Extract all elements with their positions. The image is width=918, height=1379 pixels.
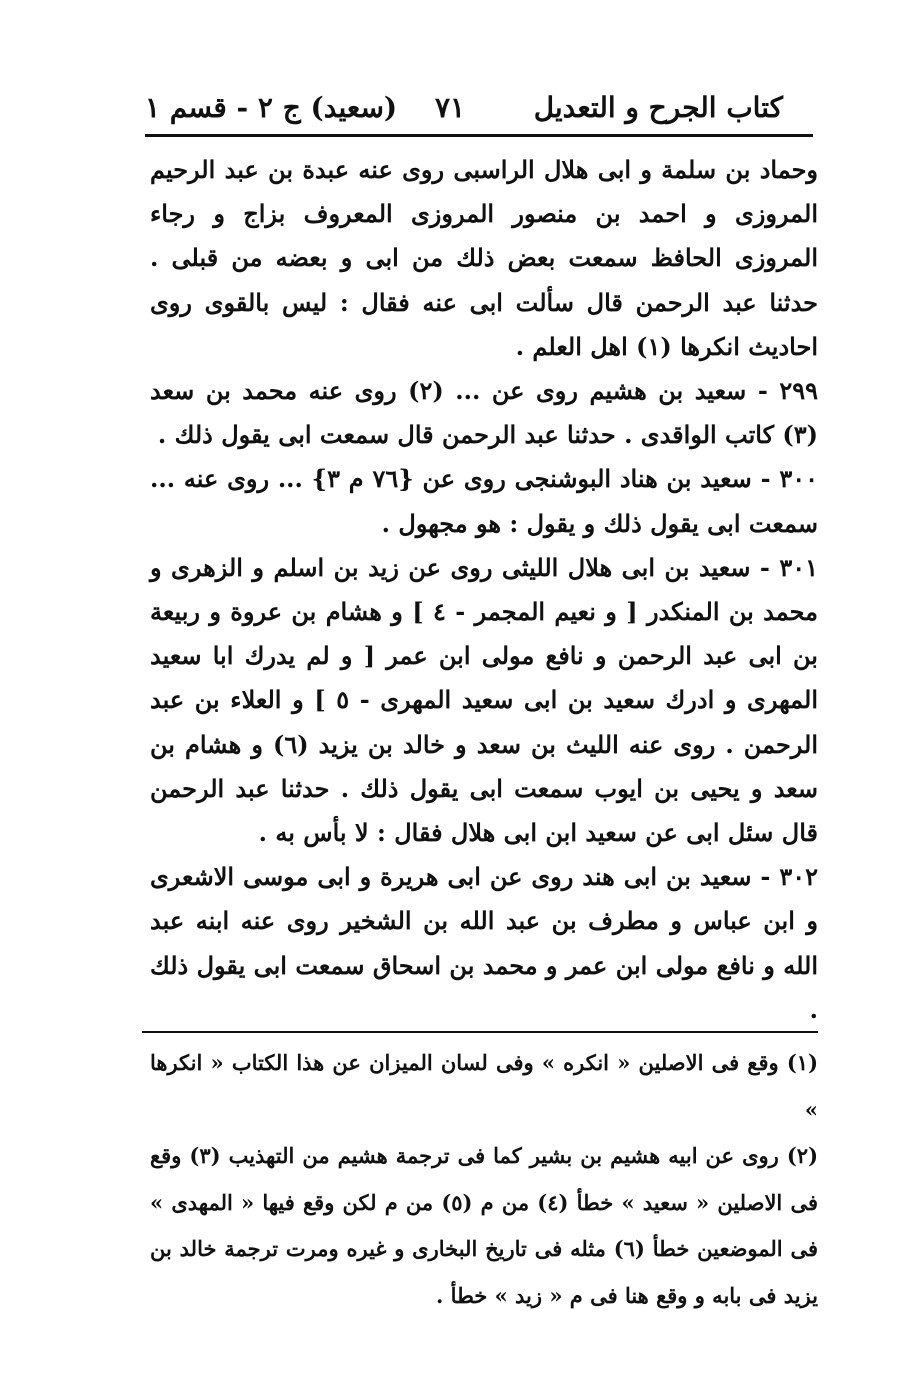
- footnote-1: (١) وقع فى الاصلين « انكره » وفى لسان الميزان عن هذا الكتاب « انكرها »: [150, 1050, 818, 1122]
- page-number: ٧١: [435, 91, 466, 124]
- running-header: [145, 78, 783, 124]
- paragraph-continuation: وحماد بن سلمة و ابى هلال الراسبى روى عنه عبدة بن عبد الرحيم المروزى و احمد بن منصور المروزى المعروف بزاج و رجاء المروزى الحافظ سمعت بعض ذلك من ابى و بعضه من قبلى . حدثنا عبد الرحمن قال سألت ابى عنه فقال : ليس بالقوى روى احاديث انكرها (١) اهل العلم .: [150, 155, 818, 361]
- footnote-rule: [142, 1031, 818, 1033]
- header-rule: [145, 134, 813, 137]
- entry-302: ٣٠٢ - سعيد بن ابى هند روى عن ابى هريرة و ابى موسى الاشعرى و ابن عباس و مطرف بن عبد الله بن الشخير روى عنه ابنه عبد الله و نافع مولى ابن عمر و محمد بن اسحاق سمعت ابى يقول ذلك .: [150, 862, 818, 1024]
- entry-299: ٢٩٩ - سعيد بن هشيم روى عن ... (٢) روى عنه محمد بن سعد (٣) كاتب الواقدى . حدثنا عبد الرحمن قال سمعت ابى يقول ذلك .: [150, 376, 818, 450]
- main-text: [150, 148, 818, 1032]
- entry-301: ٣٠١ - سعيد بن ابى هلال الليثى روى عن زيد بن اسلم و الزهرى و محمد بن المنكدر [ و نعيم المجمر - ٤ ] و هشام بن عروة و ربيعة بن ابى عبد الرحمن و نافع مولى ابن عمر [ و لم يدرك ابا سعيد المهرى و ادرك سعيد بن ابى سعيد المهرى - ٥ ] و العلاء بن عبد الرحمن . روى عنه الليث بن سعد و خالد بن يزيد (٦) و هشام بن سعد و يحيى بن ايوب سمعت ابى يقول ذلك . حدثنا عبد الرحمن قال سئل ابى عن سعيد ابن ابى هلال فقال : لا بأس به .: [150, 552, 818, 848]
- footnotes: [150, 1040, 818, 1319]
- section-label: (سعيد) ج ٢ - قسم ١: [145, 91, 398, 124]
- footnote-2-6: (٢) روى عن ابيه هشيم بن بشير كما فى ترجمة هشيم من التهذيب (٣) وقع فى الاصلين « سعيد » خطأ (٤) من م (٥) من م لكن وقع فيها « المهدى » فى الموضعين خطأ (٦) مثله فى تاريخ البخارى و غيره ومرت ترجمة خالد بن يزيد فى بابه و وقع هنا فى م « زيد » خطأ .: [150, 1143, 819, 1308]
- entry-300: ٣٠٠ - سعيد بن هناد البوشنجى روى عن {٧٦ م ٣} ... روى عنه ... سمعت ابى يقول ذلك و يقول : هو مجهول .: [150, 464, 818, 538]
- book-title: كتاب الجرح و التعديل: [533, 91, 783, 124]
